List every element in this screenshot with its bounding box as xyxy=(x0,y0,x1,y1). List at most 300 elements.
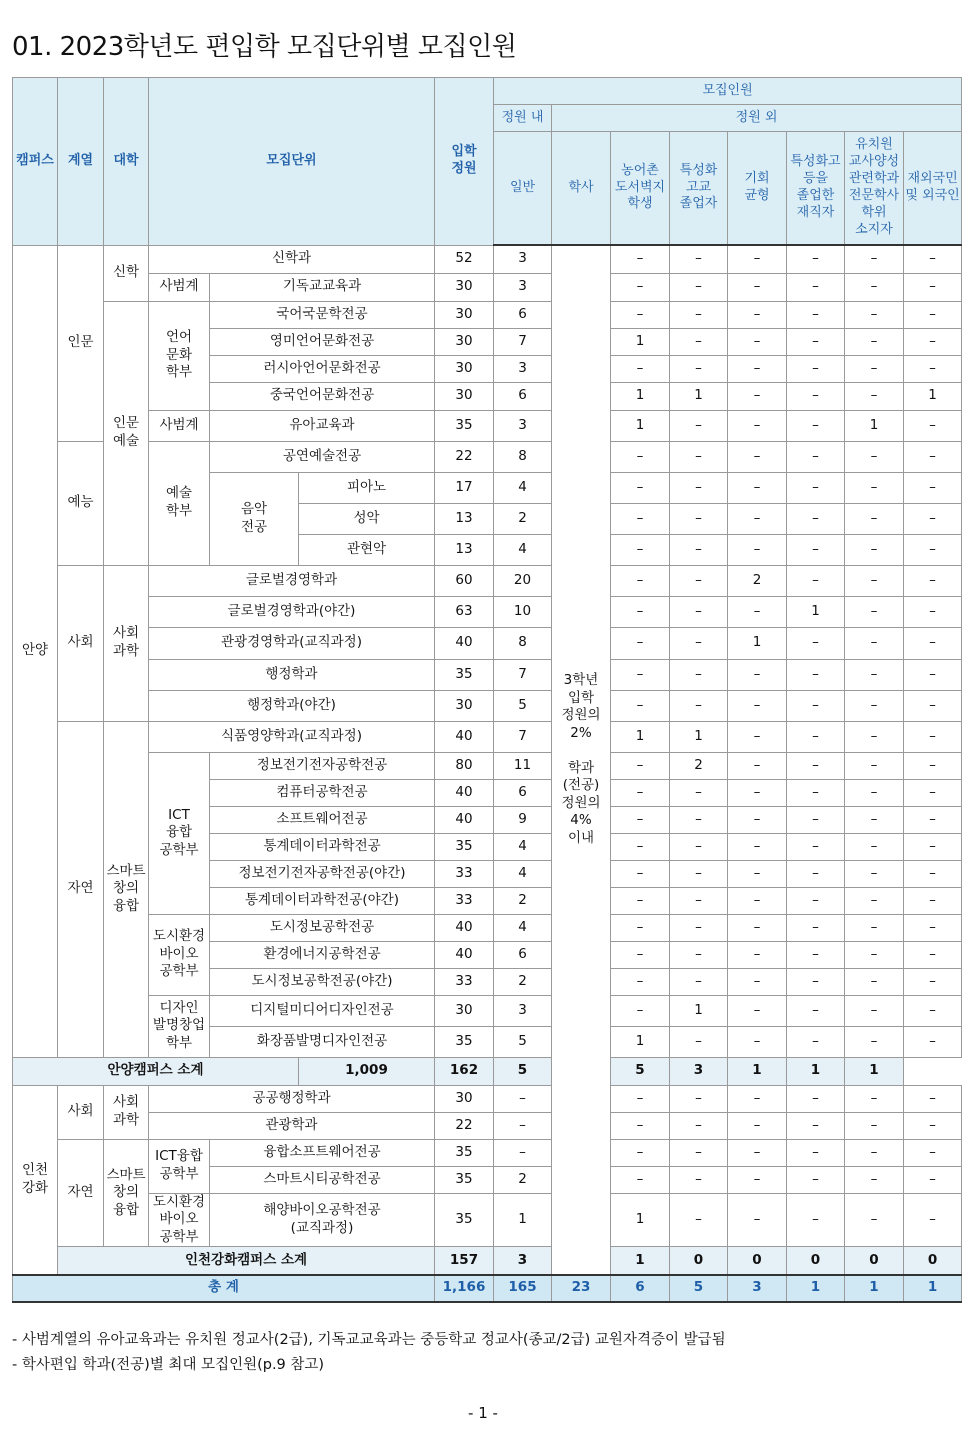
quota-cell: 40 xyxy=(435,627,494,659)
unit-name: 컴퓨터공학전공 xyxy=(210,779,435,806)
table-row xyxy=(13,752,962,779)
general-cell: 6 xyxy=(494,779,552,806)
count-cell: – xyxy=(845,833,904,860)
count-cell: – xyxy=(787,690,845,721)
quota-cell: 30 xyxy=(435,382,494,410)
unit-name: 식품영양학과(교직과정) xyxy=(149,721,435,752)
count-cell: – xyxy=(670,968,728,995)
total-count: 1 xyxy=(904,1275,962,1302)
series-natural: 자연 xyxy=(58,721,104,1057)
unit-name: 정보전기전자공학전공 xyxy=(210,752,435,779)
header-outside: 정원 외 xyxy=(552,105,962,132)
count-cell: – xyxy=(611,534,670,565)
count-cell: – xyxy=(787,860,845,887)
count-cell: – xyxy=(787,779,845,806)
recruitment-table xyxy=(12,77,962,1303)
count-cell: – xyxy=(845,1085,904,1112)
count-cell: – xyxy=(904,301,962,328)
count-cell: – xyxy=(670,355,728,382)
count-cell: – xyxy=(728,472,787,503)
count-cell: – xyxy=(670,779,728,806)
count-cell: – xyxy=(611,968,670,995)
count-cell: – xyxy=(611,565,670,596)
count-cell: – xyxy=(904,779,962,806)
general-cell: 4 xyxy=(494,534,552,565)
table-row xyxy=(13,245,962,273)
count-cell: – xyxy=(904,627,962,659)
unit-name: 해양바이오공학전공 (교직과정) xyxy=(210,1193,435,1247)
total-count: 3 xyxy=(728,1275,787,1302)
count-cell: – xyxy=(904,833,962,860)
count-cell: – xyxy=(728,995,787,1026)
count-cell: – xyxy=(611,245,670,273)
count-cell: – xyxy=(845,1139,904,1166)
note-line: - 사범계열의 유아교육과는 유치원 정교사(2급), 기독교교육과는 중등학교 정교사(종교/2급) 교원자격증이 발급됨 xyxy=(12,1332,726,1348)
count-cell: – xyxy=(728,690,787,721)
table-row xyxy=(13,565,962,596)
quota-cell: 30 xyxy=(435,328,494,355)
table-row xyxy=(13,914,962,941)
quota-cell: 30 xyxy=(435,355,494,382)
count-cell: – xyxy=(728,1166,787,1193)
count-cell: – xyxy=(611,355,670,382)
unit-name: 통계데이터과학전공(야간) xyxy=(210,887,435,914)
count-cell: – xyxy=(845,273,904,301)
general-cell: 10 xyxy=(494,596,552,627)
count-cell: – xyxy=(787,503,845,534)
division-urban: 도시환경 바이오 공학부 xyxy=(149,914,210,995)
count-cell: – xyxy=(728,410,787,441)
series-humanities: 인문 xyxy=(58,245,104,441)
unit-name: 피아노 xyxy=(299,472,435,503)
unit-name: 스마트시티공학전공 xyxy=(210,1166,435,1193)
series-social: 사회 xyxy=(58,565,104,721)
count-cell: – xyxy=(845,659,904,690)
count-cell: – xyxy=(728,941,787,968)
college-social-sci: 사회 과학 xyxy=(104,1085,149,1139)
count-cell: – xyxy=(611,627,670,659)
unit-name: 관현악 xyxy=(299,534,435,565)
table-row xyxy=(13,690,962,721)
count-cell: – xyxy=(670,441,728,472)
header-kinder: 유치원 교사양성 관련학과 전문학사 학위 소지자 xyxy=(845,132,904,246)
count-cell: – xyxy=(787,995,845,1026)
count-cell: – xyxy=(904,690,962,721)
count-cell: 1 xyxy=(611,721,670,752)
count-cell: – xyxy=(728,860,787,887)
count-cell: – xyxy=(787,806,845,833)
general-cell: 3 xyxy=(494,410,552,441)
count-cell: – xyxy=(611,690,670,721)
header-quota: 입학 정원 xyxy=(435,78,494,246)
general-cell: 6 xyxy=(494,301,552,328)
count-cell: 2 xyxy=(670,752,728,779)
count-cell: – xyxy=(787,273,845,301)
count-cell: – xyxy=(904,995,962,1026)
division-design: 디자인 발명창업 학부 xyxy=(149,995,210,1057)
count-cell: – xyxy=(787,659,845,690)
quota-cell: 1,009 xyxy=(299,1057,435,1085)
unit-name: 러시아언어문화전공 xyxy=(210,355,435,382)
table-row xyxy=(13,721,962,752)
general-cell: 3 xyxy=(494,355,552,382)
count-cell: – xyxy=(611,472,670,503)
count-cell: – xyxy=(845,534,904,565)
bachelor-note: 3학년 입학 정원의 2% 학과 (전공) 정원의 4% 이내 xyxy=(552,245,611,1275)
count-cell: – xyxy=(845,1166,904,1193)
count-cell: – xyxy=(728,1112,787,1139)
music-major: 음악 전공 xyxy=(210,472,299,565)
quota-cell: 35 xyxy=(435,833,494,860)
count-cell: – xyxy=(904,721,962,752)
header-general: 일반 xyxy=(494,132,552,246)
count-cell: – xyxy=(845,503,904,534)
total-general: 165 xyxy=(494,1275,552,1302)
total-count: 6 xyxy=(611,1275,670,1302)
unit-name: 융합소프트웨어전공 xyxy=(210,1139,435,1166)
unit-name: 글로벌경영학과(야간) xyxy=(149,596,435,627)
table-row xyxy=(13,596,962,627)
count-cell: – xyxy=(787,833,845,860)
count-cell: – xyxy=(670,472,728,503)
count-cell: – xyxy=(845,860,904,887)
count-cell: 0 xyxy=(904,1247,962,1275)
count-cell: – xyxy=(845,914,904,941)
general-cell: 3 xyxy=(494,995,552,1026)
table-row xyxy=(13,659,962,690)
quota-cell: 40 xyxy=(435,779,494,806)
count-cell: – xyxy=(787,534,845,565)
count-cell: – xyxy=(845,1193,904,1247)
count-cell: – xyxy=(787,941,845,968)
table-row xyxy=(13,995,962,1026)
general-cell: 6 xyxy=(494,941,552,968)
unit-name: 행정학과(야간) xyxy=(149,690,435,721)
subtotal-row xyxy=(13,1247,962,1275)
count-cell: – xyxy=(904,914,962,941)
count-cell: – xyxy=(845,301,904,328)
quota-cell: 80 xyxy=(435,752,494,779)
series-natural: 자연 xyxy=(58,1139,104,1247)
count-cell: 5 xyxy=(611,1057,670,1085)
table-body xyxy=(13,245,962,1302)
count-cell: – xyxy=(904,941,962,968)
college-theology: 신학 xyxy=(104,245,149,301)
header-special-hs: 특성화 고교 졸업자 xyxy=(670,132,728,246)
subtotal-row xyxy=(13,1057,962,1085)
general-cell: 2 xyxy=(494,968,552,995)
count-cell: – xyxy=(845,690,904,721)
college-smart: 스마트 창의 융합 xyxy=(104,1139,149,1247)
count-cell: – xyxy=(728,659,787,690)
college-hum-arts: 인문 예술 xyxy=(104,301,149,565)
quota-cell: 33 xyxy=(435,860,494,887)
general-cell: 2 xyxy=(494,887,552,914)
total-count: 1 xyxy=(845,1275,904,1302)
header-recruit: 모집인원 xyxy=(494,78,962,105)
general-cell: 11 xyxy=(494,752,552,779)
note-line: - 학사편입 학과(전공)별 최대 모집인원(p.9 참고) xyxy=(12,1357,325,1373)
quota-cell: 35 xyxy=(435,410,494,441)
quota-cell: 40 xyxy=(435,721,494,752)
count-cell: 1 xyxy=(611,1247,670,1275)
count-cell: – xyxy=(904,410,962,441)
count-cell: – xyxy=(845,328,904,355)
count-cell: – xyxy=(728,382,787,410)
count-cell: – xyxy=(611,1139,670,1166)
count-cell: – xyxy=(845,941,904,968)
unit-name: 성악 xyxy=(299,503,435,534)
total-count: 5 xyxy=(670,1275,728,1302)
unit-name: 통계데이터과학전공 xyxy=(210,833,435,860)
unit-name: 디지털미디어디자인전공 xyxy=(210,995,435,1026)
count-cell: – xyxy=(845,1026,904,1057)
count-cell: – xyxy=(728,355,787,382)
count-cell: – xyxy=(787,565,845,596)
count-cell: – xyxy=(845,779,904,806)
count-cell: – xyxy=(611,752,670,779)
count-cell: – xyxy=(904,1139,962,1166)
count-cell: 1 xyxy=(845,410,904,441)
count-cell: 1 xyxy=(728,1057,787,1085)
count-cell: – xyxy=(670,941,728,968)
quota-cell: 35 xyxy=(435,1166,494,1193)
count-cell: – xyxy=(611,887,670,914)
count-cell: – xyxy=(845,752,904,779)
count-cell: – xyxy=(670,1112,728,1139)
division-ict: ICT융합 공학부 xyxy=(149,1139,210,1193)
count-cell: – xyxy=(787,355,845,382)
count-cell: – xyxy=(670,860,728,887)
quota-cell: 33 xyxy=(435,887,494,914)
count-cell: – xyxy=(845,245,904,273)
count-cell: – xyxy=(904,596,962,627)
general-cell: – xyxy=(494,1139,552,1166)
count-cell: – xyxy=(904,245,962,273)
count-cell: – xyxy=(904,1085,962,1112)
count-cell: – xyxy=(787,441,845,472)
unit-name: 행정학과 xyxy=(149,659,435,690)
count-cell: – xyxy=(728,1026,787,1057)
quota-cell: 30 xyxy=(435,690,494,721)
header-equal: 기회 균형 xyxy=(728,132,787,246)
count-cell: – xyxy=(670,565,728,596)
unit-name: 공연예술전공 xyxy=(210,441,435,472)
general-cell: 1 xyxy=(494,1193,552,1247)
header-overseas: 재외국민 및 외국인 xyxy=(904,132,962,246)
quota-cell: 30 xyxy=(435,301,494,328)
quota-cell: 52 xyxy=(435,245,494,273)
count-cell: 1 xyxy=(904,382,962,410)
count-cell: – xyxy=(670,1139,728,1166)
count-cell: 1 xyxy=(670,721,728,752)
count-cell: 1 xyxy=(611,1026,670,1057)
quota-cell: 30 xyxy=(435,273,494,301)
count-cell: 0 xyxy=(670,1247,728,1275)
unit-name: 화장품발명디자인전공 xyxy=(210,1026,435,1057)
count-cell: – xyxy=(728,779,787,806)
general-cell: – xyxy=(494,1112,552,1139)
unit-name: 소프트웨어전공 xyxy=(210,806,435,833)
campus-incheon: 인천 강화 xyxy=(13,1085,58,1275)
count-cell: – xyxy=(611,833,670,860)
count-cell: – xyxy=(904,1166,962,1193)
general-cell: 8 xyxy=(494,627,552,659)
total-label: 총 계 xyxy=(13,1275,435,1302)
count-cell: – xyxy=(728,968,787,995)
general-cell: 20 xyxy=(494,565,552,596)
count-cell: 1 xyxy=(728,627,787,659)
quota-cell: 35 xyxy=(435,1193,494,1247)
count-cell: 1 xyxy=(611,1193,670,1247)
general-cell: 5 xyxy=(494,1026,552,1057)
subtotal-label: 인천강화캠퍼스 소계 xyxy=(58,1247,435,1275)
count-cell: – xyxy=(904,806,962,833)
subtotal-label: 안양캠퍼스 소계 xyxy=(13,1057,299,1085)
count-cell: 5 xyxy=(494,1057,552,1085)
count-cell: – xyxy=(670,1193,728,1247)
quota-cell: 157 xyxy=(435,1247,494,1275)
quota-cell: 33 xyxy=(435,968,494,995)
count-cell: – xyxy=(611,503,670,534)
count-cell: – xyxy=(787,328,845,355)
unit-name: 글로벌경영학과 xyxy=(149,565,435,596)
count-cell: – xyxy=(845,382,904,410)
quota-cell: 40 xyxy=(435,941,494,968)
header-campus: 캠퍼스 xyxy=(13,78,58,246)
total-count: 1 xyxy=(787,1275,845,1302)
count-cell: – xyxy=(845,565,904,596)
count-cell: – xyxy=(611,1166,670,1193)
quota-cell: 30 xyxy=(435,995,494,1026)
count-cell: – xyxy=(787,1139,845,1166)
count-cell: – xyxy=(787,301,845,328)
header-inside: 정원 내 xyxy=(494,105,552,132)
general-cell: 7 xyxy=(494,328,552,355)
unit-name: 국어국문학전공 xyxy=(210,301,435,328)
count-cell: – xyxy=(670,659,728,690)
quota-cell: 13 xyxy=(435,534,494,565)
header-special-worker: 특성화고 등을 졸업한 재직자 xyxy=(787,132,845,246)
count-cell: – xyxy=(845,355,904,382)
header-unit: 모집단위 xyxy=(149,78,435,246)
teacher-label: 사범계 xyxy=(149,410,210,441)
count-cell: – xyxy=(904,860,962,887)
count-cell: – xyxy=(728,887,787,914)
count-cell: – xyxy=(670,596,728,627)
count-cell: – xyxy=(845,596,904,627)
header-series: 계열 xyxy=(58,78,104,246)
unit-name: 정보전기전자공학전공(야간) xyxy=(210,860,435,887)
count-cell: – xyxy=(787,968,845,995)
general-cell: – xyxy=(494,1085,552,1112)
count-cell: – xyxy=(670,887,728,914)
count-cell: – xyxy=(611,596,670,627)
quota-cell: 63 xyxy=(435,596,494,627)
count-cell: 3 xyxy=(670,1057,728,1085)
general-cell: 9 xyxy=(494,806,552,833)
count-cell: – xyxy=(787,472,845,503)
count-cell: 1 xyxy=(670,382,728,410)
count-cell: – xyxy=(845,472,904,503)
count-cell: – xyxy=(611,914,670,941)
count-cell: – xyxy=(845,1112,904,1139)
table-row xyxy=(13,1112,962,1139)
table-row xyxy=(13,301,962,328)
general-cell: 4 xyxy=(494,914,552,941)
count-cell: – xyxy=(904,968,962,995)
quota-cell: 22 xyxy=(435,1112,494,1139)
general-cell: 2 xyxy=(494,503,552,534)
page-title: 01. 2023학년도 편입학 모집단위별 모집인원 xyxy=(12,32,517,62)
count-cell: – xyxy=(787,1193,845,1247)
count-cell: – xyxy=(670,806,728,833)
count-cell: – xyxy=(904,503,962,534)
count-cell: – xyxy=(670,627,728,659)
count-cell: – xyxy=(611,1085,670,1112)
count-cell: – xyxy=(787,887,845,914)
count-cell: – xyxy=(670,273,728,301)
unit-name: 환경에너지공학전공 xyxy=(210,941,435,968)
count-cell: – xyxy=(728,914,787,941)
count-cell: 0 xyxy=(787,1247,845,1275)
count-cell: – xyxy=(670,301,728,328)
count-cell: – xyxy=(670,833,728,860)
count-cell: – xyxy=(904,441,962,472)
count-cell: – xyxy=(611,779,670,806)
quota-cell: 40 xyxy=(435,806,494,833)
general-cell: 4 xyxy=(494,860,552,887)
general-cell: 5 xyxy=(494,690,552,721)
count-cell: – xyxy=(904,273,962,301)
total-bachelor: 23 xyxy=(552,1275,611,1302)
count-cell: – xyxy=(845,806,904,833)
unit-name: 관광학과 xyxy=(149,1112,435,1139)
count-cell: – xyxy=(611,659,670,690)
notes xyxy=(12,1328,726,1378)
general-cell: 4 xyxy=(494,833,552,860)
quota-cell: 35 xyxy=(435,1026,494,1057)
count-cell: – xyxy=(611,301,670,328)
unit-name: 중국언어문화전공 xyxy=(210,382,435,410)
general-cell: 4 xyxy=(494,472,552,503)
quota-cell: 35 xyxy=(435,1139,494,1166)
table-row xyxy=(13,441,962,472)
table-row xyxy=(13,1193,962,1247)
count-cell: – xyxy=(787,245,845,273)
count-cell: – xyxy=(611,441,670,472)
division-urban: 도시환경 바이오 공학부 xyxy=(149,1193,210,1247)
count-cell: 1 xyxy=(845,1057,904,1085)
count-cell: – xyxy=(787,1166,845,1193)
series-arts: 예능 xyxy=(58,441,104,565)
count-cell: – xyxy=(845,968,904,995)
general-cell: 6 xyxy=(494,382,552,410)
count-cell: – xyxy=(904,472,962,503)
general-cell: 3 xyxy=(494,1247,552,1275)
count-cell: – xyxy=(728,596,787,627)
count-cell: – xyxy=(845,441,904,472)
general-cell: 162 xyxy=(435,1057,494,1085)
general-cell: 8 xyxy=(494,441,552,472)
unit-name: 관광경영학과(교직과정) xyxy=(149,627,435,659)
count-cell: – xyxy=(670,690,728,721)
general-cell: 7 xyxy=(494,721,552,752)
count-cell: 1 xyxy=(787,1057,845,1085)
college-smart: 스마트 창의 융합 xyxy=(104,721,149,1057)
division-language: 언어 문화 학부 xyxy=(149,301,210,410)
count-cell: – xyxy=(670,503,728,534)
